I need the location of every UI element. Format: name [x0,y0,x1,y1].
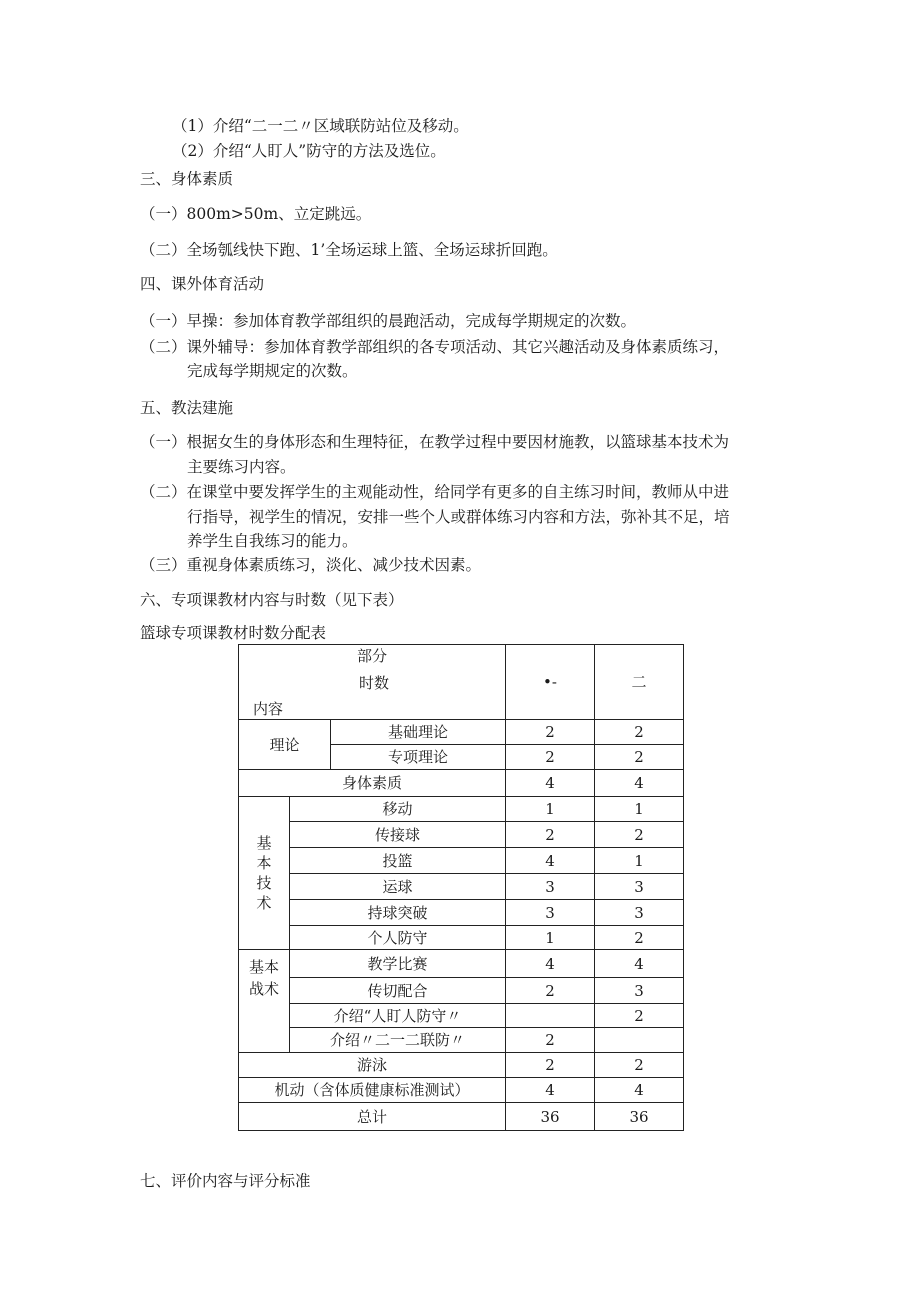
row-v1: 2 [506,978,595,1004]
row-v2: 1 [595,797,684,822]
row-v2: 2 [595,745,684,770]
row-v1: 36 [506,1103,595,1131]
table-row [239,926,684,950]
row-label: 传切配合 [290,978,506,1004]
line-p8a: （二）在课堂中要发挥学生的主观能动性，给同学有更多的自主练习时间，教师从中进 [140,483,730,501]
row-label: 专项理论 [331,745,506,770]
table-row [239,1028,684,1053]
row-v2: 4 [595,770,684,797]
line-p7a: （一）根据女生的身体形态和生理特征，在教学过程中要因材施教，以篮球基本技术为 [140,433,730,451]
table-row-total [239,1103,684,1131]
heading-5: 五、教法建施 [140,399,234,417]
row-label: 身体素质 [239,770,506,797]
row-label: 投篮 [290,848,506,874]
row-v1: 2 [506,1028,595,1053]
row-v1: 1 [506,926,595,950]
row-v2: 36 [595,1103,684,1131]
line-p6a: （二）课外辅导：参加体育教学部组织的各专项活动、其它兴趣活动及身体素质练习， [140,338,730,356]
row-v2: 4 [595,950,684,978]
header-neirong: 内容 [253,700,284,718]
row-v1: 2 [506,822,595,848]
row-label: 介绍“人盯人防守〃 [290,1004,506,1028]
line-p4: （二）全场瓠线快下跑、1’全场运球上篮、全场运球折回跑。 [140,241,558,259]
table-row [239,822,684,848]
row-v2: 4 [595,1078,684,1103]
row-label: 介绍〃二一二联防〃 [290,1028,506,1053]
row-v1: 2 [506,745,595,770]
row-v1: 1 [506,797,595,822]
row-label: 个人防守 [290,926,506,950]
row-v1: 4 [506,770,595,797]
row-v1: 4 [506,848,595,874]
table-row [239,720,684,745]
line-p2: （2）介绍“人盯人”防守的方法及选位。 [172,142,446,160]
row-v1: 4 [506,1078,595,1103]
row-v2: 2 [595,822,684,848]
row-v1: 2 [506,720,595,745]
table-row [239,874,684,900]
line-p5: （一）早操：参加体育教学部组织的晨跑活动，完成每学期规定的次数。 [140,312,637,330]
row-v2: 3 [595,900,684,926]
header-col1: •- [506,645,595,720]
row-label: 移动 [290,797,506,822]
line-p3: （一）800m>50m、立定跳远。 [140,205,372,223]
line-p6b: 完成每学期规定的次数。 [187,362,358,380]
table-row [239,900,684,926]
header-bufen: 部分 [357,647,388,665]
table-row [239,797,684,822]
row-label: 运球 [290,874,506,900]
row-v1 [506,1004,595,1028]
table-row [239,770,684,797]
group-tactic: 基本 战术 [239,950,290,1053]
row-v1: 3 [506,900,595,926]
table-row [239,950,684,978]
row-label: 总计 [239,1103,506,1131]
heading-3: 三、身体素质 [140,170,234,188]
hours-table [238,644,684,1131]
header-diagonal-cell [239,645,506,720]
row-v2: 1 [595,848,684,874]
row-label: 持球突破 [290,900,506,926]
row-label: 传接球 [290,822,506,848]
row-label: 教学比赛 [290,950,506,978]
row-v2: 2 [595,720,684,745]
heading-7: 七、评价内容与评分标准 [140,1172,311,1190]
row-v2: 2 [595,1053,684,1078]
table-row [239,1004,684,1028]
header-col2: 二 [595,645,684,720]
row-v2: 2 [595,926,684,950]
group-tech: 基本技术 [239,797,290,950]
table-row [239,978,684,1004]
heading-4: 四、课外体育活动 [140,275,265,293]
table-row [239,848,684,874]
row-v1: 3 [506,874,595,900]
line-p1: （1）介绍“二一二〃区域联防站位及移动。 [172,117,469,135]
line-p7b: 主要练习内容。 [187,458,296,476]
table-caption: 篮球专项课教材时数分配表 [140,624,327,642]
table-row [239,1053,684,1078]
header-shishu: 时数 [359,674,390,692]
row-v1: 4 [506,950,595,978]
row-v2 [595,1028,684,1053]
group-theory: 理论 [239,720,331,770]
row-v2: 2 [595,1004,684,1028]
row-v2: 3 [595,874,684,900]
line-p8c: 养学生自我练习的能力。 [187,532,358,550]
table-row [239,1078,684,1103]
line-p8b: 行指导，视学生的情况，安排一些个人或群体练习内容和方法，弥补其不足，培 [187,508,730,526]
row-label: 游泳 [239,1053,506,1078]
row-v2: 3 [595,978,684,1004]
line-p9: （三）重视身体素质练习，淡化、减少技术因素。 [140,556,482,574]
table-header-row [239,645,684,720]
row-v1: 2 [506,1053,595,1078]
row-label: 机动（含体质健康标准测试） [239,1078,506,1103]
row-label: 基础理论 [331,720,506,745]
heading-6: 六、专项课教材内容与时数（见下表） [140,591,404,609]
